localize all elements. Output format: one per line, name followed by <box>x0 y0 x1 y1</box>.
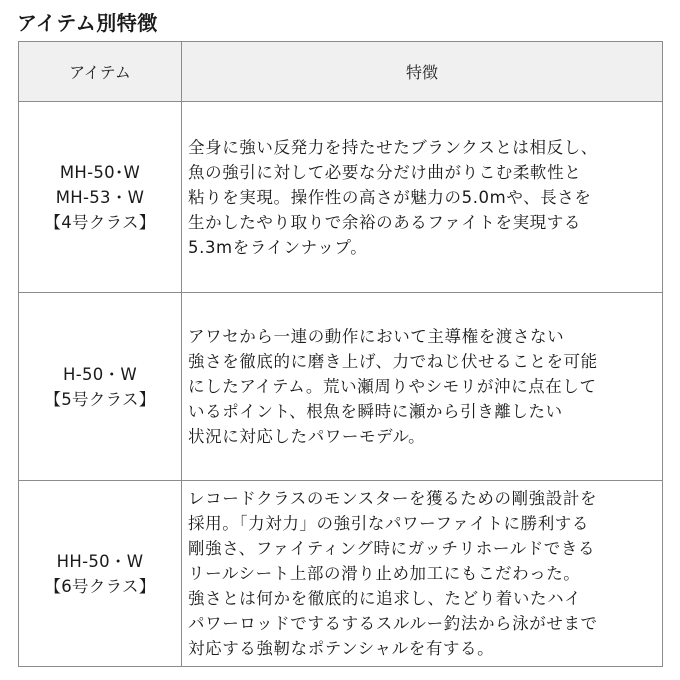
item-model-name: MH-50･W <box>59 162 141 182</box>
table-row <box>19 293 663 481</box>
feature-text-line: 対応する強靭なポテンシャルを有する。 <box>188 639 495 658</box>
feature-text-line: 全身に強い反発力を持たせたブランクスとは相反し、 <box>188 137 598 157</box>
feature-text-line: 生かしたやり取りで余裕のあるファイトを実現する <box>188 212 581 232</box>
item-model-name: HH-50・W <box>56 551 144 571</box>
feature-text-line: 強さとは何かを徹底的に追求し、たどり着いたハイ <box>188 589 582 608</box>
item-class-label: 【5号クラス】 <box>44 389 156 409</box>
feature-text-line: 魚の強引に対して必要な分だけ曲がりこむ柔軟性と <box>188 162 582 182</box>
feature-text-line: 強さを徹底的に磨き上げ、力でねじ伏せることを可能 <box>188 352 598 371</box>
table-row <box>19 481 663 667</box>
item-cell <box>19 293 182 481</box>
column-header-feature: 特徴 <box>182 42 663 102</box>
item-cell <box>19 481 182 667</box>
feature-text-line: にしたアイテム。荒い瀬周りやシモリが沖に点在して <box>188 377 597 396</box>
page-title: アイテム別特徴 <box>17 11 158 35</box>
feature-text-line: アワセから一連の動作において主導権を渡さない <box>188 327 565 346</box>
feature-cell <box>182 293 663 481</box>
item-cell <box>19 102 182 293</box>
feature-text-line: パワーロッドでするするスルルー釣法から泳がせまで <box>188 614 598 633</box>
item-class-label: 【6号クラス】 <box>44 576 156 596</box>
feature-text-line: 粘りを実現。操作性の高さが魅力の5.0mや、長さを <box>188 187 592 207</box>
feature-text-line: リールシート上部の滑り止め加工にもこだわった。 <box>188 564 581 583</box>
feature-text-line: 5.3mをラインナップ。 <box>188 237 368 257</box>
feature-cell <box>182 481 663 667</box>
item-model-name: MH-53・W <box>55 187 145 207</box>
item-feature-table <box>18 41 663 667</box>
feature-text-line: いるポイント、根魚を瞬時に瀬から引き離したい <box>188 402 563 421</box>
item-class-label: 【4号クラス】 <box>44 212 156 232</box>
feature-text-line: 状況に対応したパワーモデル。 <box>188 427 426 446</box>
feature-cell <box>182 102 663 293</box>
item-model-name: H-50・W <box>63 364 137 384</box>
feature-text-line: 剛強さ、ファイティング時にガッチリホールドできる <box>188 539 596 558</box>
feature-text-line: 採用。「力対力」の強引なパワーファイトに勝利する <box>188 514 589 533</box>
feature-text-line: レコードクラスのモンスターを獲るための剛強設計を <box>188 489 598 508</box>
table-row <box>19 102 663 293</box>
table-header-row <box>19 42 663 102</box>
column-header-item: アイテム <box>19 42 182 102</box>
